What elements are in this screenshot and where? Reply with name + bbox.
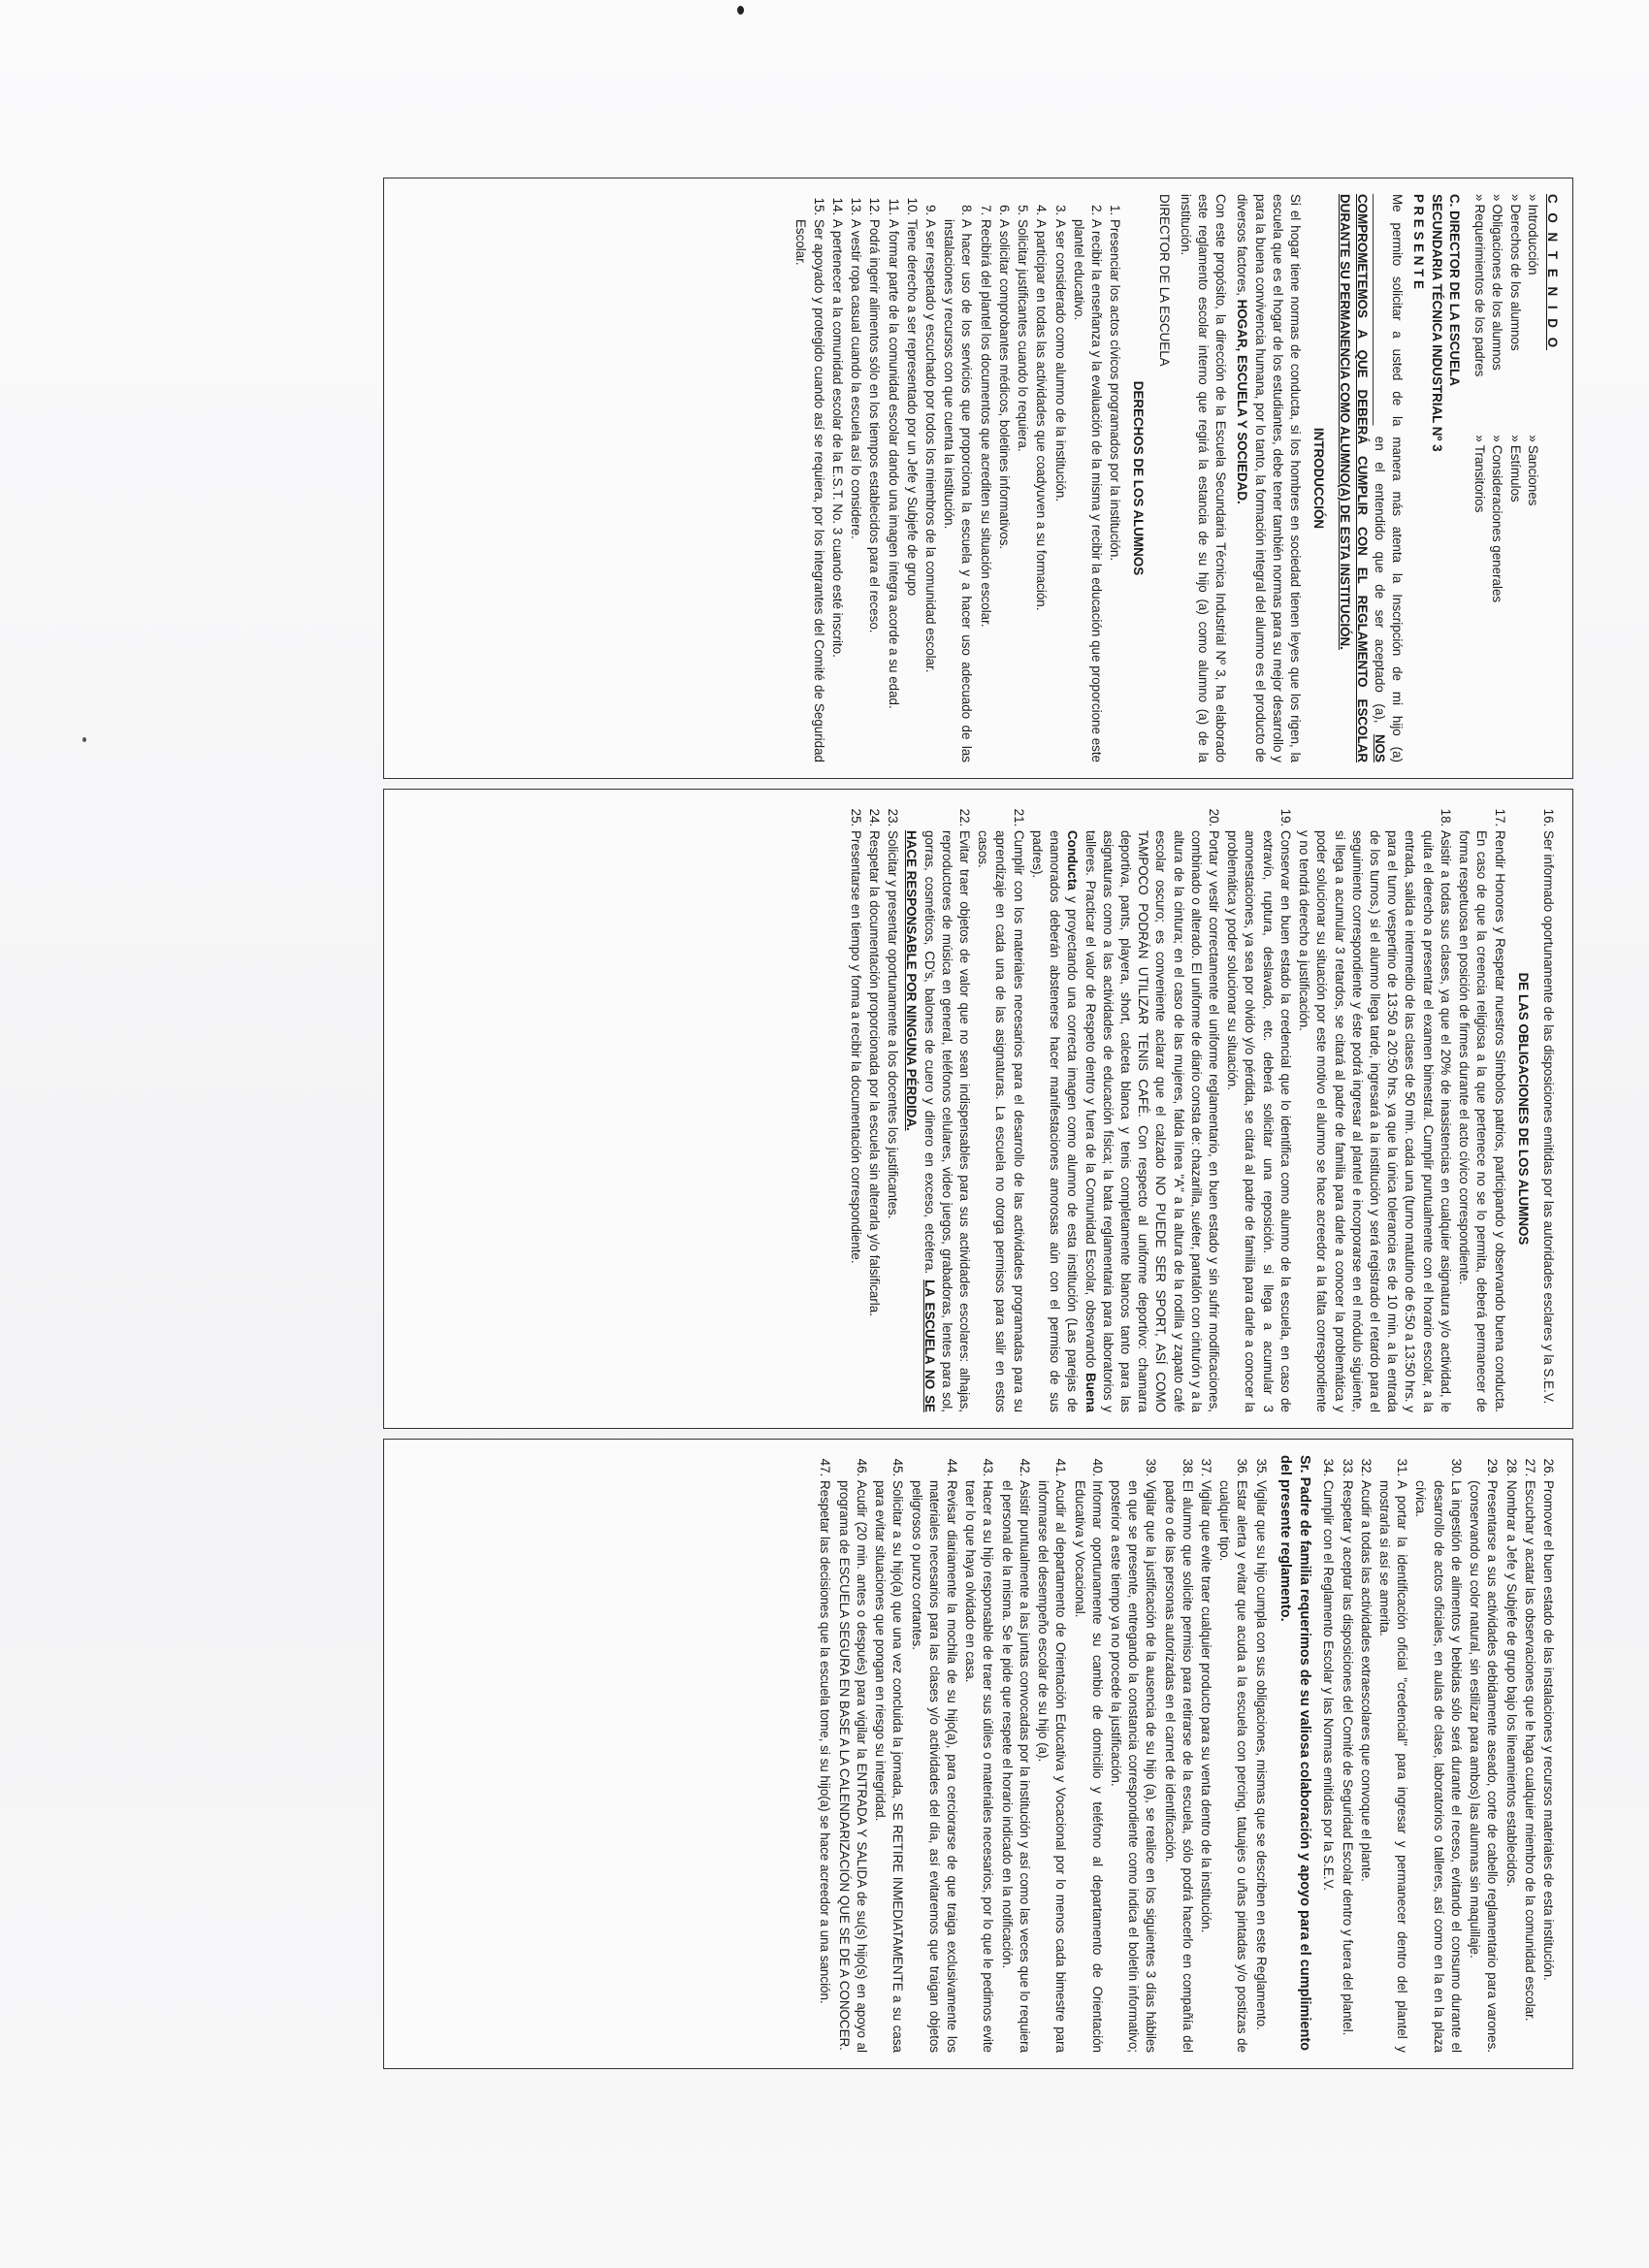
no-responsibility-text: LA ESCUELA NO SE HACE RESPONSABLE POR NINGUNA PÉRDIDA.	[904, 830, 937, 1412]
list-item: 26. Promover el buen estado de las instalaciones y recursos materiales de esta institución.	[1539, 1480, 1557, 2053]
list-item: 16. Ser informado oportunamente de las disposiciones emitidas por las autoridades esclares y la S.E.V.	[1539, 830, 1557, 1412]
rights-list-continued	[1539, 805, 1557, 1412]
list-item: 39. Vigilar que la justificación de la ausencia de su hijo (a), se realice en los siguientes 3 días hábiles en que se presente, entregando la constancia correspondiente como indica el boletín informativo; posterior a este tiempo ya no procede la justificación.	[1107, 1480, 1160, 2053]
list-item: 8. A hacer uso de los servicios que proporciona la escuela y a hacer uso adecuado de las instalaciones y recursos con que cuenta la institución.	[940, 219, 975, 762]
good-conduct-text: y proyectando una correcta imagen como alumno de esta institución (Las parejas de enamorados deberán abstenerse hacer manifestaciones amorosas aún con el permiso de sus padres).	[1029, 830, 1081, 1412]
list-item: 9. A ser respetado y escuchado por todos los miembros de la comunidad escolar.	[922, 219, 939, 762]
list-item: 19. Conservar en buen estado la credencial que lo identifica como alumno de la escuela, en caso de extravío, ruptura, deslavado, etc. deberá solicitar una reposición. si llega a acumular 3 amonestaciones, ya sea por olvido y/o pérdida, se citará al padre de familia para darle a conocer la problemática y poder solucionar su situación.	[1223, 830, 1294, 1412]
list-item: 2. A recibir la enseñanza y la evaluación de la misma y recibir la educación que proporcione este plantel educativo.	[1070, 219, 1105, 762]
list-item: 13. A vestir ropa casual cuando la escuela así lo considere.	[847, 219, 864, 762]
uniform-rule-text: Portar y vestir correctamente el uniforme reglamentario, en buen estado y sin sufrir modificaciones, combinado o alterado. El uniforme de diario consta de: chazarilla, suéter, pantalón con cinturón y a la altura de la cintura; en el caso de las mujeres, falda línea "A" a la altura de la rodilla y zapato café escolar oscuro; es conveniente aclarar que el calzado NO PUEDE SER SPORT, ASÍ COMO TAMPOCO PODRÁN UTILIZAR TENIS CAFÉ. Con respecto al uniforme deportivo: chamarra deportiva, pants, playera, short, calceta blanca y tenis completamente blancos tanto para las asignaturas como a las actividades de educación física; la bata reglamentaria para laboratorios y talleres. Practicar el valor de Respeto dentro y fuera de la Comunidad Escolar, observando	[1083, 830, 1222, 1412]
list-item: 32. Acudir a todas las actividades extraescolares que convoque el plante.	[1357, 1480, 1374, 2053]
contents-item: » Obligaciones de los alumnos	[1488, 194, 1505, 376]
list-item: 44. Revisar diariamente la mochila de su hijo(a), para cerciorarse de que traiga exclusivamente los materiales necesarios para las clases y/o actividades del día, así evitaremos que traigan objetos peligrosos o punzo cortantes.	[907, 1480, 960, 2053]
intro-text: Si el hogar tiene normas de conducta, si los hombres en sociedad tienen leyes que los rigen, la escuela que es el hogar de los estudiantes, debe tener también normas para su mejor desarrollo y para la buena convivencia humana, por lo tanto, la formación integral del alumno es el producto de diversos factores,	[1235, 194, 1304, 762]
list-item: 29. Presentarse a sus actividades debidamente aseado, corte de cabello reglamentario para varones. (conservando su color natural, sin estilizar para ambos) las alumnas sin maquillaje.	[1466, 1480, 1501, 2053]
list-item: 30. La ingestión de alimentos y bebidas sólo será durante el receso, evitando el consumo durante el desarrollo de actos oficiales, en aulas de clase, laboratorios o talleres, así como en la en la plaza cívica.	[1411, 1480, 1465, 2053]
list-item: 25. Presentarse en tiempo y forma a recibir la documentación correspondiente.	[846, 830, 863, 1412]
rights-list	[792, 194, 1123, 762]
intro-paragraph	[1233, 194, 1304, 762]
contents-item: » Sanciones	[1524, 435, 1541, 602]
list-item: 28. Nombrar a Jefe y Subjefe de grupo bajo los lineamientos establecidos.	[1502, 1480, 1519, 2053]
signature-line: DIRECTOR DE LA ESCUELA	[1156, 194, 1172, 367]
address-line: C. DIRECTOR DE LA ESCUELA	[1446, 194, 1462, 386]
list-item: 38. El alumno que solicite permiso para retirarse de la escuela, sólo podrá hacerlo en compañía del padre o de las personas autorizadas en el carnet de identificación.	[1160, 1480, 1195, 2053]
list-item: 12. Podrá ingerir alimentos sólo en los tiempos establecidos para el receso.	[865, 219, 883, 762]
parents-list	[816, 1455, 1269, 2053]
list-item: 18. Asistir a todas sus clases, ya que el 20% de inasistencias en cualquier asignatura y/o actividad, le quita el derecho a presentar el examen bimestral. Cumplir puntualmente con el horario escolar, a la entrada, salida e intermedio de las clases de 50 min. cada una (turno matutino de 6:50 a 13:50 hrs. y para el turno vespertino de 13:50 a 20:50 hrs. ya que la única tolerancia es de 10 min. a la entrada de los turnos.) si el alumno llega tarde, ingresará a la institución y será registrado el retardo para el seguimiento correspondiente y éste podrá ingresar al plantel e incorporarse en el módulo siguiente, si llega a acumular 3 retardos, se citará al padre de familia para darle a conocer la problemática y poder solucionar su situación por este motivo el alumno se hace acreedor a la falta correspondiente y no tendrá derecho a justificación.	[1295, 830, 1454, 1412]
list-item: 41. Acudir al departamento de Orientación Educativa y Vocacional por lo menos cada bimestre para informarse del desempeño escolar de su hijo (a).	[1034, 1480, 1069, 2053]
list-item: 23. Solicitar y presentar oportunamente a los docentes los justificantes.	[884, 830, 901, 1412]
list-item: 47. Respetar las decisiones que la escuela tome, si su hijo(a) se hace acreedor a una sanción.	[816, 1480, 833, 2053]
intro-heading: INTRODUCCIÓN	[1311, 427, 1327, 530]
scan-speck	[82, 737, 86, 742]
intro-paragraph-2: Con este propósito, la dirección de la Escuela Secundaria Técnica Industrial Nº 3, ha elaborado este reglamento escolar interno que regirá la estancia de su hijo (a) como alumno (a) de la institución.	[1178, 194, 1229, 762]
contents-column-2	[1471, 435, 1541, 602]
list-item: 21. Cumplir con los materiales necesarios para el desarrollo de las actividades programadas para su aprendizaje en cada una de las asignaturas. La escuela no otorga permisos para salir en estos casos.	[974, 830, 1027, 1412]
obligations-heading: DE LAS OBLIGACIONES DE LOS ALUMNOS	[1515, 972, 1531, 1246]
list-item	[902, 830, 973, 1412]
commitment-text: NOS COMPROMETEMOS A QUE DEBERÁ CUMPLIR CON EL REGLAMENTO ESCOLAR DURANTE SU PERMANENCIA COMO ALUMNO(A) DE ESTA INSTITUCIÓN.	[1337, 194, 1388, 762]
contents-item: » Introducción	[1524, 194, 1541, 376]
list-item: 42. Asistir puntualmente a las juntas convocadas por la institución y así como las veces que lo requiera el personal de la misma. Se le pide que respete el horario indicado en la notificación.	[997, 1480, 1032, 2053]
request-text: Me permito solicitar a usted de la manera más atenta la Inscripción de mi hijo (a) ________________________________ en el entendido que de ser aceptado (a),	[1373, 194, 1406, 762]
intro-bold-text: HOGAR, ESCUELA Y SOCIEDAD.	[1235, 299, 1250, 504]
rotated-leaflet	[383, 178, 1573, 2113]
list-item: 14. A pertenecer a la comunidad escolar de la E.S.T. No. 3 cuando esté inscrito.	[828, 219, 846, 762]
rights-heading: DERECHOS DE LOS ALUMNOS	[1131, 380, 1147, 576]
list-item: 43. Hacer a su hijo responsable de traer sus útiles o materiales necesarios, por lo que le pedimos evite traer lo que haya olvidado en casa.	[961, 1480, 996, 2053]
contents-column-1	[1471, 194, 1541, 376]
good-conduct-label: Buena Conducta	[1065, 830, 1098, 1412]
obligations-list-continued	[1319, 1455, 1557, 2053]
list-item: 34. Cumplir con el Reglamento Escolar y las Normas emitidas por la S.E.V.	[1319, 1480, 1337, 2053]
list-item: 27. Escuchar y acatar las observaciones que le haga cualquier miembro de la comunidad escolar.	[1521, 1480, 1538, 2053]
list-item: 45. Solicitar a su hijo(a) que una vez concluida la jornada, SE RETIRE INMEDIATAMENTE a su casa para evitar situaciones que pongan en riesgo su integridad.	[871, 1480, 906, 2053]
valuables-rule-text: Evitar traer objetos de valor que no sean indispensables para sus actividades escolares: alhajas, reproductores de música en general, teléfonos celulares, video juegos, grabadoras, lentes para sol, gorras, cosméticos, CD's, balones de cuero y dinero en exceso, etcétera.	[922, 830, 972, 1412]
list-item: 7. Recibirá del plantel los documentos que acrediten su situación escolar.	[976, 219, 993, 762]
address-line: SECUNDARIA TÉCNICA INDUSTRIAL Nº 3	[1429, 194, 1444, 452]
list-item: 46. Acudir (20 min. antes o después) para vigilar la ENTRADA Y SALIDA de su(s) hijo(s) en apoyo al programa de ESCUELA SEGURA EN BASE A LA CALENDARIZACIÓN QUE SE DE A CONOCER.	[834, 1480, 869, 2053]
contents-item: » Derechos de los alumnos	[1505, 194, 1523, 376]
obligations-list	[846, 805, 1507, 1412]
contents-item: » Estímulos	[1505, 435, 1523, 602]
list-item: 4. A participar en todas las actividades que coadyuven a su formación.	[1032, 219, 1050, 762]
list-item: 31. A portar la identificación oficial "credencial" para ingresar y permanecer dentro del plantel y mostrarla si así se amerita.	[1375, 1480, 1410, 2053]
list-item: 10. Tiene derecho a ser representado por un Jefe y Subjefe de grupo	[903, 219, 921, 762]
enrollment-request	[1335, 194, 1406, 762]
contents-item: » Consideraciones generales	[1488, 435, 1505, 602]
list-item: 36. Estar alerta y evitar que acuda a la escuela con percing, tatuajes o uñas pintadas y/o postizas de cualquier tipo.	[1215, 1480, 1250, 2053]
panel-obligations	[383, 789, 1573, 1429]
address-line: P R E S E N T E	[1411, 194, 1427, 289]
list-item: 6. A solicitar comprobantes médicos, boletines informativos.	[995, 219, 1013, 762]
scan-speck	[737, 6, 744, 15]
contents-list	[1471, 194, 1541, 762]
contents-title: C O N T E N I D O	[1545, 194, 1560, 351]
parents-heading: Sr. Padre de familia requerimos de su valiosa colaboración y apoyo para el cumplimiento del presente reglamento.	[1277, 1455, 1313, 2052]
panel-intro-rights	[383, 178, 1573, 779]
list-item: 33. Respetar y aceptar las disposiciones del Comité de Seguridad Escolar dentro y fuera del plantel.	[1338, 1480, 1355, 2053]
list-item: 15. Ser apoyado y protegido cuando así se requiera, por los integrantes del Comité de Seguridad Escolar.	[792, 219, 826, 762]
list-item: 17. Rendir Honores y Respetar nuestros Símbolos patrios, participando y observando buena conducta. En caso de que la creencia religiosa a la que pertenece no se lo permita, deberá permanecer de forma respetuosa en posición de firmes durante el acto cívico correspondiente.	[1455, 830, 1508, 1412]
list-item: 5. Solicitar justificantes cuando lo requiera.	[1014, 219, 1031, 762]
list-item: 40. Informar oportunamente su cambio de domicilio y teléfono al departamento de Orientación Educativa y Vocacional.	[1070, 1480, 1105, 2053]
list-item: 11. A formar parte de la comunidad escolar dando una imagen íntegra acorde a su edad.	[884, 219, 901, 762]
contents-item: » Transitorios	[1471, 435, 1488, 602]
contents-item: » Requerimientos de los padres	[1471, 194, 1488, 376]
list-item	[1028, 830, 1222, 1412]
panel-parents	[383, 1439, 1573, 2069]
list-item: 3. A ser considerado como alumno de la institución.	[1051, 219, 1068, 762]
list-item: 35. Vigilar que su hijo cumpla con sus obligaciones, mismas que se describen en este Reglamento.	[1252, 1480, 1270, 2053]
list-item: 24. Respetar la documentación proporcionada por la escuela sin alterarla y/o falsificarla.	[865, 830, 883, 1412]
list-item: 1. Presenciar los actos cívicos programados por la institución.	[1106, 219, 1123, 762]
list-item: 37. Vigilar que evite traer cualquier producto para su venta dentro de la institución.	[1197, 1480, 1214, 2053]
